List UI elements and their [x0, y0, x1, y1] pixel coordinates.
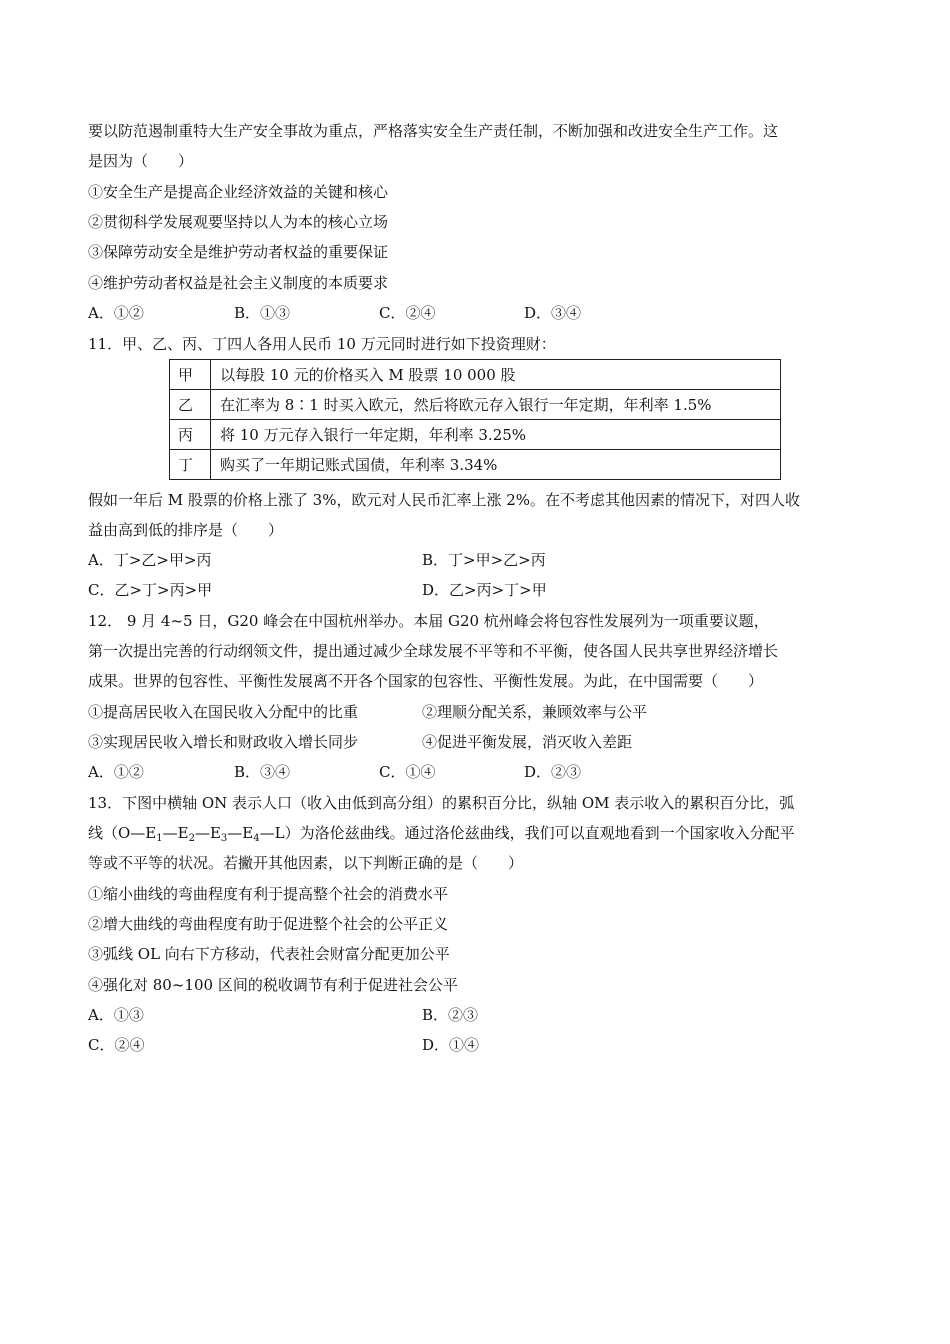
- q12-option-d: D．②③: [524, 763, 582, 781]
- q11-stem: 11．甲、乙、丙、丁四人各用人民币 10 万元同时进行如下投资理财：: [88, 335, 556, 353]
- subscript: 3: [220, 833, 228, 844]
- q12-option-b: B．③④: [234, 763, 291, 781]
- q13-stem-line-3: 等或不平等的状况。若撇开其他因素，以下判断正确的是（ ）: [88, 854, 524, 872]
- q13-stem-line-2: [88, 823, 868, 843]
- dash-e: —E: [194, 824, 221, 842]
- q13-stem-line-2-pre: 线（O—E: [88, 824, 157, 842]
- dash-e: —E: [162, 824, 189, 842]
- table-row: [170, 450, 781, 480]
- q12-item-4: ④促进平衡发展，消灭收入差距: [422, 733, 633, 751]
- q12-stem-line-2: 第一次提出完善的行动纲领文件，提出通过减少全球发展不平等和不平衡，使各国人民共享世界经济增长: [88, 642, 779, 660]
- q13-item-3: ③弧线 OL 向右下方移动，代表社会财富分配更加公平: [88, 945, 450, 963]
- subscript: 4: [253, 833, 260, 844]
- q10-item-2: ②贯彻科学发展观要坚持以人为本的核心立场: [88, 213, 389, 231]
- q12-stem-line-1: 12． 9 月 4~5 日，G20 峰会在中国杭州举办。本届 G20 杭州峰会将包容性发展列为一项重要议题，: [88, 612, 769, 630]
- q11-after-line-2: 益由高到低的排序是（ ）: [88, 521, 284, 539]
- q10-item-4: ④维护劳动者权益是社会主义制度的本质要求: [88, 274, 389, 292]
- q12-item-1: ①提高居民收入在国民收入分配中的比重: [88, 703, 359, 721]
- q13-item-1: ①缩小曲线的弯曲程度有利于提高整个社会的消费水平: [88, 885, 449, 903]
- q11-option-d: D．乙>丙>丁>甲: [422, 581, 547, 599]
- q13-stem-line-2-post: —L）为洛伦兹曲线。通过洛伦兹曲线，我们可以直观地看到一个国家收入分配平: [259, 824, 795, 842]
- q12-item-2: ②理顺分配关系，兼顾效率与公平: [422, 703, 648, 721]
- q11-after-line-1: 假如一年后 M 股票的价格上涨了 3%，欧元对人民币汇率上涨 2%。在不考虑其他因素的情况下，对四人收: [88, 491, 801, 509]
- q10-stem-line-2: 是因为（ ）: [88, 152, 194, 170]
- q10-option-a: A．①②: [88, 304, 144, 322]
- q12-stem-line-3: 成果。世界的包容性、平衡性发展离不开各个国家的包容性、平衡性发展。为此，在中国需要（ ）: [88, 672, 764, 690]
- q13-option-d: D．①④: [422, 1036, 480, 1054]
- investment-cell: 购买了一年期记账式国债，年利率 3.34%: [211, 450, 781, 480]
- q10-option-d: D．③④: [524, 304, 582, 322]
- q10-stem-line-1: 要以防范遏制重特大生产安全事故为重点，严格落实安全生产责任制，不断加强和改进安全生产工作。这: [88, 122, 779, 140]
- table-row: [170, 420, 781, 450]
- q13-item-4: ④强化对 80~100 区间的税收调节有利于促进社会公平: [88, 976, 458, 994]
- investor-cell: 甲: [170, 360, 211, 390]
- table-row: [170, 390, 781, 420]
- dash-e: —E: [227, 824, 254, 842]
- q10-option-b: B．①③: [234, 304, 291, 322]
- q10-option-c: C．②④: [379, 304, 436, 322]
- q13-option-a: A．①③: [88, 1006, 144, 1024]
- investor-cell: 丙: [170, 420, 211, 450]
- subscript: 1: [156, 833, 163, 844]
- q11-option-c: C．乙>丁>丙>甲: [88, 581, 213, 599]
- investment-cell: 以每股 10 元的价格买入 M 股票 10 000 股: [211, 360, 781, 390]
- investor-cell: 丁: [170, 450, 211, 480]
- table-row: [170, 360, 781, 390]
- q12-option-c: C．①④: [379, 763, 436, 781]
- q10-item-1: ①安全生产是提高企业经济效益的关键和核心: [88, 183, 389, 201]
- q12-option-a: A．①②: [88, 763, 144, 781]
- q12-item-3: ③实现居民收入增长和财政收入增长同步: [88, 733, 359, 751]
- q11-investment-table: [169, 359, 781, 480]
- q13-option-c: C．②④: [88, 1036, 145, 1054]
- q11-option-a: A．丁>乙>甲>丙: [88, 551, 212, 569]
- q13-stem-line-1: 13．下图中横轴 ON 表示人口（收入由低到高分组）的累积百分比，纵轴 OM 表示收入的累积百分比，弧: [88, 794, 795, 812]
- investment-cell: 在汇率为 8∶1 时买入欧元，然后将欧元存入银行一年定期，年利率 1.5%: [211, 390, 781, 420]
- q11-option-b: B．丁>甲>乙>丙: [422, 551, 546, 569]
- subscript: 2: [188, 833, 195, 844]
- q10-item-3: ③保障劳动安全是维护劳动者权益的重要保证: [88, 243, 389, 261]
- investment-cell: 将 10 万元存入银行一年定期，年利率 3.25%: [211, 420, 781, 450]
- q13-option-b: B．②③: [422, 1006, 479, 1024]
- q13-item-2: ②增大曲线的弯曲程度有助于促进整个社会的公平正义: [88, 915, 449, 933]
- investor-cell: 乙: [170, 390, 211, 420]
